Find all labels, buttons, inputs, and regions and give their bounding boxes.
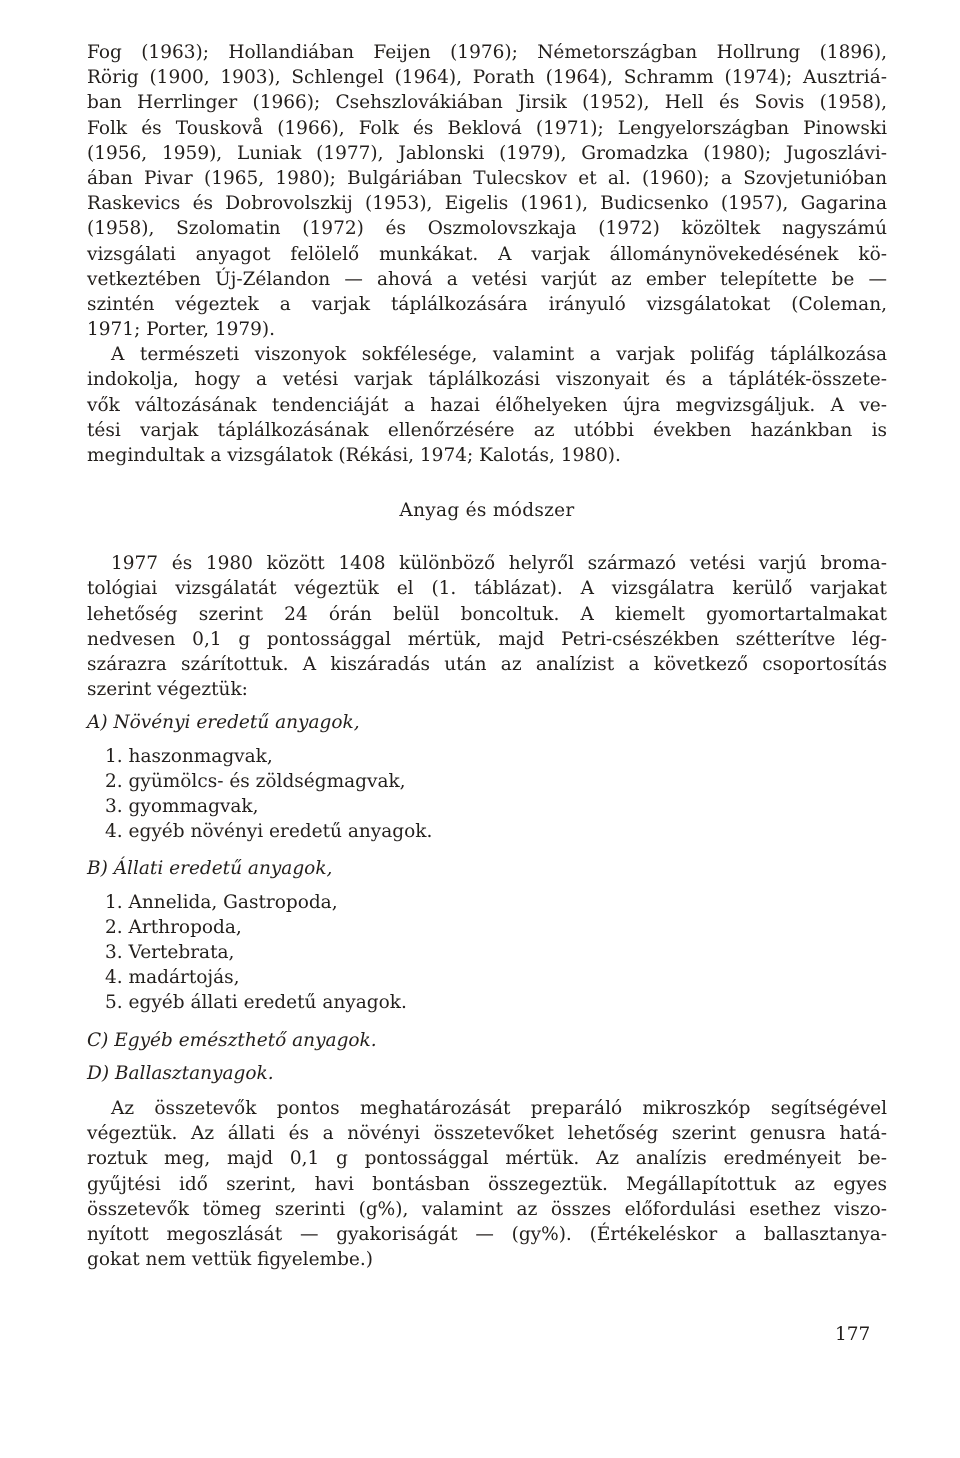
text-line: ban Herrlinger (1966); Csehszlovákiában Jirsik (1952), Hell és Sovis (1958), [87, 92, 887, 114]
text-line: Fog (1963); Hollandiában Feijen (1976); Németországban Hollrung (1896), [87, 42, 887, 63]
category-title-ballast: D) Ballasztanyagok. [87, 1062, 274, 1084]
animal-material-list [105, 890, 887, 1016]
text-line: ában Pivar (1965, 1980); Bulgáriában Tulecskov et al. (1960); a Szovjetunióban [87, 167, 887, 189]
text-line: tési varjak táplálkozásának ellenőrzésére az utóbbi években hazánkban is [87, 419, 887, 441]
text-line: Raskevics és Dobrovolszkij (1953), Eigelis (1961), Budicsenko (1957), Gagarina [87, 193, 887, 215]
text-line: Az összetevők pontos meghatározását preparáló mikroszkóp segítségével [111, 1097, 887, 1119]
list-item: 4. madártojás, [105, 967, 240, 989]
category-title-animal: B) Állati eredetű anyagok, [87, 858, 333, 880]
category-title-plant: A) Növényi eredetű anyagok, [87, 712, 360, 734]
text-line: gyűjtési idő szerint, havi bontásban összegeztük. Megállapítottuk az egyes [87, 1173, 887, 1195]
text-line: indokolja, hogy a vetési varjak táplálkozási viszonyait és a tápláték-összete- [87, 369, 887, 391]
text-line: vetkeztében Új-Zélandon — ahová a vetési varjút az ember telepítette be — [87, 268, 887, 290]
text-line: szintén végeztek a varjak táplálkozására irányuló vizsgálatokat (Coleman, [87, 293, 887, 315]
paragraph-methods [87, 551, 887, 702]
text-line: vők változásának tendenciáját a hazai élőhelyeken újra megvizsgáljuk. A ve- [87, 394, 887, 416]
text-line: szerint végeztük: [87, 679, 248, 701]
text-line: Rörig (1900, 1903), Schlengel (1964), Porath (1964), Schramm (1974); Ausztriá- [87, 67, 887, 89]
text-line: Folk és Touskovå (1966), Folk és Beklová (1971); Lengyelországban Pinowski [87, 117, 887, 139]
list-item: 5. egyéb állati eredetű anyagok. [105, 992, 407, 1014]
text-line: roztuk meg, majd 0,1 g pontossággal mértük. Az analízis eredményeit be- [87, 1148, 887, 1170]
list-item: 2. gyümölcs- és zöldségmagvak, [105, 770, 406, 792]
section-heading: Anyag és módszer [399, 500, 575, 522]
category-title-digestible: C) Egyéb emészthető anyagok. [87, 1029, 377, 1051]
list-item: 3. gyommagvak, [105, 795, 259, 817]
list-item: 2. Arthropoda, [105, 916, 242, 938]
text-line: 1977 és 1980 között 1408 különböző helyről származó vetési varjú broma- [111, 553, 887, 575]
text-line: 1971; Porter, 1979). [87, 319, 276, 341]
document-page [87, 40, 887, 1272]
list-item: 1. Annelida, Gastropoda, [105, 891, 338, 913]
plant-material-list [105, 744, 887, 845]
text-line: (1956, 1959), Luniak (1977), Jablonski (1979), Gromadzka (1980); Jugoszlávi- [87, 142, 887, 164]
text-line: szárazra szárítottuk. A kiszáradás után az analízist a következő csoportosítás [87, 653, 887, 675]
text-line: összetevők tömeg szerinti (g%), valamint az összes előfordulási esethez viszo- [87, 1198, 887, 1220]
paragraph-analysis [87, 1096, 887, 1272]
text-line: gokat nem vettük figyelembe.) [87, 1249, 373, 1271]
text-line: nyított megoszlását — gyakoriságát — (gy%). (Értékeléskor a ballasztanya- [87, 1223, 887, 1245]
text-line: lehetőség szerint 24 órán belül boncoltuk. A kiemelt gyomortartalmakat [87, 603, 887, 625]
text-line: (1958), Szolomatin (1972) és Oszmolovszkaja (1972) közöltek nagyszámú [87, 218, 887, 240]
list-item: 3. Vertebrata, [105, 941, 235, 963]
page-number: 177 [835, 1324, 871, 1345]
text-line: tológiai vizsgálatát végeztük el (1. táblázat). A vizsgálatra kerülő varjakat [87, 578, 887, 600]
paragraph-natural-conditions [87, 342, 887, 468]
text-line: A természeti viszonyok sokfélesége, valamint a varjak polifág táplálkozása [111, 344, 887, 366]
list-item: 4. egyéb növényi eredetű anyagok. [105, 821, 433, 843]
text-line: nedvesen 0,1 g pontossággal mértük, majd Petri-csészékben szétterítve lég- [87, 628, 887, 650]
list-item: 1. haszonmagvak, [105, 745, 273, 767]
text-line: megindultak a vizsgálatok (Rékási, 1974; Kalotás, 1980). [87, 445, 621, 466]
text-line: vizsgálati anyagot felölelő munkákat. A varjak állománynövekedésének kö- [87, 243, 887, 265]
paragraph-intro-literature [87, 40, 887, 342]
text-line: végeztük. Az állati és a növényi összetevőket lehetőség szerint genusra hatá- [87, 1123, 887, 1145]
